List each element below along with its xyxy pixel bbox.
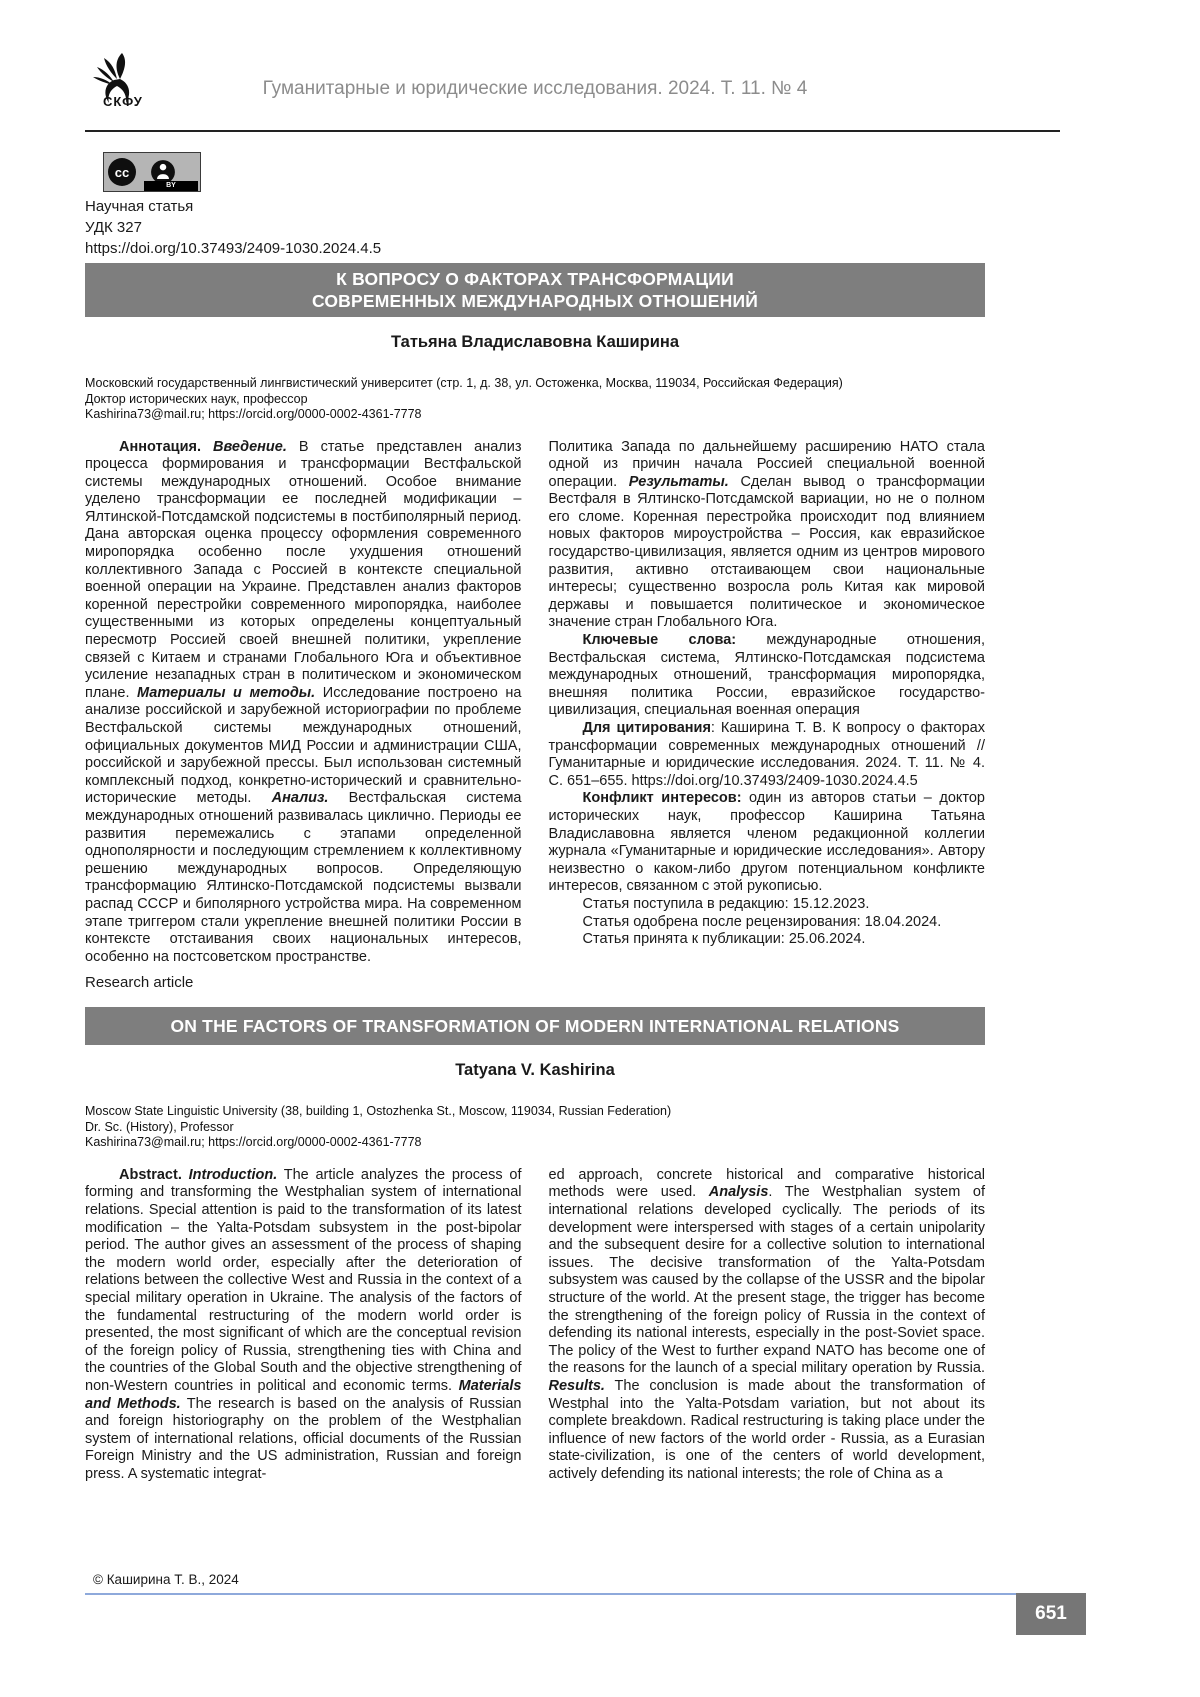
article-title-ru-line2: СОВРЕМЕННЫХ МЕЖДУНАРОДНЫХ ОТНОШЕНИЙ	[311, 291, 759, 311]
affiliation-ru-line2: Доктор исторических наук, профессор	[85, 391, 308, 406]
by-label: BY	[144, 181, 198, 191]
paragraph: Аннотация. Введение. В статье представлен анализ процесса формирования и трансформации Вестфальской системы международных отношений. Особое внимание уделено трансформации ее последней модификации – Ялтинской-Потсдамской подсистемы в постбиполярный период. Дана авторская оценка процессу оформления современного миропорядка особенно после ухудшения отношений коллективного Запада с Россией в контексте специальной военной операции на Украине. Представлен анализ факторов коренной перестройки современного миропорядка, наиболее существенными из которых определены концептуальный пересмотр Россией своей внешней политики, укрепление связей с Китаем и странами Глобального Юга и объективное усиление незападных стран в политическом и экономическом плане. Материалы и методы. Исследование построено на анализе российской и зарубежной историографии по проблеме Вестфальской системы международных отношений, официальных документов МИД России и администрации США, российской и зарубежной прессы. Был использован системный комплексный подход, конкретно-исторический и сравнительно- исторические методы. Анализ. Вестфальская система международных отношений развивалась циклично. Периоды ее развития перемежались с этапами определенной однополярности и последующим стремлением к коллективному решению международных вопросов. Определяющую трансформацию Ялтинско-Потсдамской подсистемы вызвали распад СССР и биполярного устройства мира. На современном этапе триггером стали укрепление внешней политики России в контексте отстаивания своих национальных интересов, особенно на постсоветском пространстве.	[85, 438, 522, 965]
journal-header	[85, 0, 985, 118]
cc-icon: cc	[108, 158, 136, 186]
article-type-label: Научная статья	[85, 198, 194, 215]
paragraph: Конфликт интересов: один из авторов статьи – доктор исторических наук, профессор Каширина Татьяна Владиславовна является членом редакционной коллегии журнала «Гуманитарные и юридические исследования». Автору неизвестно о каком-либо другом потенциальном конфликте интересов, связанном с этой рукописью.	[548, 790, 985, 895]
paragraph: Статья поступила в редакцию: 15.12.2023.	[582, 895, 870, 912]
article-title-en: ON THE FACTORS OF TRANSFORMATION OF MODERN INTERNATIONAL RELATIONS	[85, 1007, 985, 1045]
abstract-ru-left-column	[85, 439, 522, 967]
paragraph: Для цитирования: Каширина Т. В. К вопросу о факторах трансформации современных международных отношений // Гуманитарные и юридические исследования. 2024. Т. 11. № 4. С. 651–655. https://doi.org/10.37493/2409-1030.2024.4.5	[548, 720, 985, 789]
abstract-en-right-column	[549, 1167, 986, 1484]
footer-divider	[85, 1593, 1016, 1595]
doi-link[interactable]: https://doi.org/10.37493/2409-1030.2024.4.5	[85, 240, 382, 257]
contact-orcid-en[interactable]: Kashirina73@mail.ru; https://orcid.org/0000-0002-4361-7778	[85, 1135, 422, 1150]
page-footer	[85, 1572, 1086, 1635]
author-name-en: Tatyana V. Kashirina	[455, 1061, 615, 1080]
paragraph: Abstract. Introduction. The article analyzes the process of forming and transforming the Westphalian system of international relations. Special attention is paid to the transformation of its latest modification – the Yalta-Potsdam subsystem in the post-bipolar period. The author gives an assessment of the process of shaping the modern world order, especially after the deterioration of relations between the collective West and Russia in the context of a special military operation in Ukraine. The analysis of the factors of the fundamental restructuring of the modern world order is presented, the most significant of which are the conceptual revision of the foreign policy of Russia, strengthening ties with China and the countries of the Global South and the objective strengthening of non-Western countries in political and economic terms. Materials and Methods. The research is based on the analysis of Russian and foreign historiography on the problem of the Westphalian system of international relations, official documents of the Russian Foreign Ministry and the US administration, Russian and foreign press. A systematic integrat-	[85, 1166, 522, 1482]
research-article-label: Research article	[85, 974, 194, 992]
paragraph: Статья одобрена после рецензирования: 18.04.2024.	[582, 913, 942, 930]
article-title-ru-line1: К ВОПРОСУ О ФАКТОРАХ ТРАНСФОРМАЦИИ	[336, 269, 734, 289]
author-name-ru: Татьяна Владиславовна Каширина	[390, 333, 680, 351]
udc-label: УДК 327	[85, 219, 142, 236]
article-title-ru	[85, 263, 985, 317]
cc-by-license-badge[interactable]	[103, 152, 201, 192]
abstract-en-left-column	[85, 1167, 522, 1484]
paragraph: Статья принята к публикации: 25.06.2024.	[582, 931, 866, 948]
journal-title: Гуманитарные и юридические исследования. 2024. Т. 11. № 4	[262, 78, 808, 99]
paragraph: Ключевые слова: международные отношения, Вестфальская система, Ялтинско-Потсдамская подсистема международных отношений, трансформация миропорядка, внешняя политика России, евразийское государство-цивилизация, специальная военная операция	[548, 632, 985, 719]
affiliation-en-line1: Moscow State Linguistic University (38, building 1, Ostozhenka St., Moscow, 119034, Russian Federation)	[85, 1104, 672, 1119]
abstract-ru	[85, 439, 985, 967]
paragraph: ed approach, concrete historical and comparative historical methods were used. Analysis. The Westphalian system of international relations developed cyclically. The periods of its development were interspersed with stages of a certain unipolarity and the subsequent desire for a collective solution to international issues. The decisive transformation of the Yalta-Potsdam subsystem was caused by the collapse of the USSR and the bipolar structure of the world. At the present stage, the trigger has become the strengthening of the foreign policy of Russia in the context of defending its national interests, especially in the post-Soviet space. The policy of the West to further expand NATO has become one of the reasons for the launch of a special military operation by Russia. Results. The conclusion is made about the transformation of Westphal into the Yalta-Potsdam variation, but not about its complete breakdown. Radical restructuring is taking place under the influence of new factors of the world order - Russia, as a Eurasian state-civilization, is one of the centers of world development, actively defending its national interests; the role of China as a	[548, 1166, 985, 1482]
header-divider	[85, 130, 1060, 132]
paragraph: Политика Запада по дальнейшему расширению НАТО стала одной из причин начала Россией специальной военной операции. Результаты. Сделан вывод о трансформации Вестфаля в Ялтинско-Потсдамской вариации, но не о полном его сломе. Коренная перестройка происходит под влиянием новых факторов мироустройства – Россия, как евразийское государство-цивилизация, является одним из центров мирового развития, активно отстаивающем свои национальные интересы; существенно возросла роль Китая как мировой державы и повышается политическое и экономическое значение стран Глобального Юга.	[548, 438, 985, 631]
affiliation-en-line2: Dr. Sc. (History), Professor	[85, 1119, 234, 1134]
abstract-en	[85, 1167, 985, 1484]
affiliation-ru-line1: Московский государственный лингвистический университет (стр. 1, д. 38, ул. Остоженка, Москва, 119034, Российская Федерация)	[85, 376, 843, 390]
abstract-ru-right-column	[549, 439, 986, 967]
skfu-logo	[89, 52, 159, 109]
page-number-badge: 651	[1016, 1593, 1086, 1635]
copyright-notice: © Каширина Т. В., 2024	[93, 1572, 239, 1587]
contact-orcid-ru[interactable]: Kashirina73@mail.ru; https://orcid.org/0000-0002-4361-7778	[85, 407, 422, 421]
logo-text: СКФУ	[103, 94, 143, 109]
